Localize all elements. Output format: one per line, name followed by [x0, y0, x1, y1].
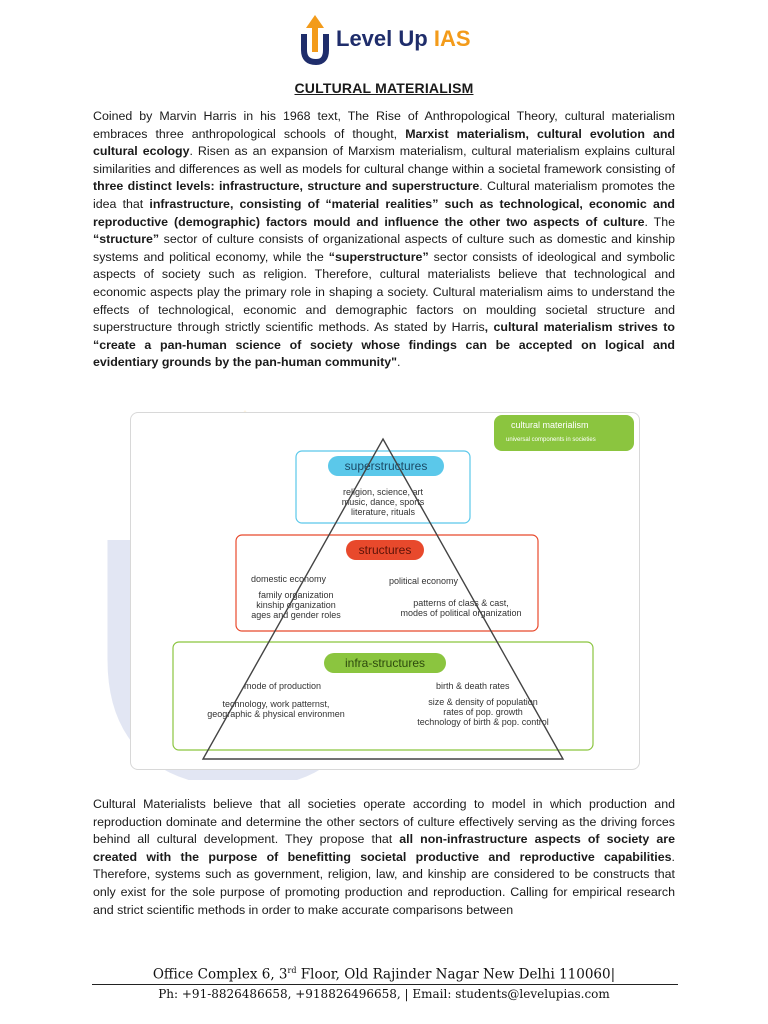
super-item: religion, science, art — [342, 487, 424, 497]
badge-subtitle: universal components in societies — [506, 437, 596, 443]
infra-left-item: geographic & physical environmen — [207, 709, 345, 719]
logo-text — [336, 26, 471, 52]
infra-right-item: rates of pop. growth — [443, 707, 523, 717]
struct-right-item: modes of political organization — [400, 608, 522, 618]
footer-address — [0, 966, 768, 983]
structures-label: structures — [358, 543, 412, 557]
logo-arrow-icon — [300, 12, 336, 66]
bold-text-run: , cultural materialism strives to “create a pan-human science of society whose findings can be accepted on logical and evidentiary grounds by the pan-human community" — [93, 320, 675, 370]
text-run: sector consists of ideological and symbolic aspects of society such as religion. Therefore, cultural materialists believe that technological and economic aspects play the primary role in shaping a society. Cultural materialism aims to understand the effects of technological, economic and demographic factors on moulding societal structure and superstructure through strictly scientific methods. As stated by Harris — [93, 249, 675, 335]
struct-left-item: kinship organization — [256, 600, 336, 610]
birth-death-rates-label: birth & death rates — [436, 681, 510, 691]
address-sup: rd — [287, 966, 297, 975]
cultural-materialism-diagram — [130, 412, 640, 770]
logo-ias: IAS — [433, 26, 471, 51]
bold-text-run: “superstructure” — [328, 249, 429, 264]
super-item: literature, rituals — [350, 507, 416, 517]
page-title: CULTURAL MATERIALISM — [294, 80, 474, 96]
text-run: . — [396, 355, 401, 370]
address-end: Floor, Old Rajinder Nagar New Delhi 110060| — [296, 966, 616, 983]
text-run: . The — [644, 214, 675, 229]
bold-text-run: Marxist materialism, cultural evolution and cultural ecology — [93, 126, 675, 159]
footer-contact: Ph: +91-8826486658, +918826496658, | Email: students@levelupias.com — [158, 987, 610, 1001]
footer-divider — [92, 984, 678, 985]
bold-text-run: infrastructure, consisting of “material realities” such as technological, economic and reproductive (demographic) factors mould and influence the other two aspects of culture — [93, 196, 675, 229]
text-run: . Risen as an expansion of Marxism materialism, cultural materialism explains cultural similarities and differences as well as models for cultural change within a societal framework consisting of — [93, 144, 675, 176]
badge-title: cultural materialism — [511, 420, 589, 430]
political-economy-label: political economy — [389, 576, 459, 586]
mode-of-production-label: mode of production — [244, 681, 322, 691]
struct-left-item: family organization — [258, 590, 334, 600]
logo-level-up: Level Up — [336, 26, 428, 51]
infra-left-item: technology, work patternst, — [222, 699, 330, 709]
text-run: Coined by Marvin Harris in his 1968 text, The Rise of Anthropological Theory, cultural materialism embraces three anthropological schools of thought, — [93, 109, 675, 141]
logo — [300, 12, 470, 66]
infra-right-item: technology of birth & pop. control — [417, 717, 549, 727]
superstructures-label: superstructures — [344, 459, 428, 473]
bold-text-run: “structure” — [93, 232, 160, 247]
text-run: Cultural Materialists believe that all societies operate according to model in which production and reproduction dominate and determine the other sectors of culture effectively serving as the driving forces behind all cultural development. They propose that — [93, 797, 675, 847]
paragraph-beliefs — [93, 796, 675, 919]
struct-left-item: ages and gender roles — [251, 610, 341, 620]
text-run: sector of culture consists of organizational aspects of culture such as domestic and kinship systems and political economy, while the — [93, 232, 675, 264]
infra-right-item: size & density of population — [428, 697, 538, 707]
diagram-svg — [131, 413, 639, 769]
paragraph-intro — [93, 108, 675, 372]
struct-right-item: patterns of class & cast, — [413, 598, 509, 608]
bold-text-run: all non-infrastructure aspects of society are created with the purpose of benefitting societal productive and reproductive capabilities — [93, 832, 676, 864]
address-start: Office Complex 6, 3 — [152, 966, 288, 983]
infrastructures-label: infra-structures — [344, 656, 426, 670]
text-run: . Therefore, systems such as government, religion, law, and kinship are considered to be constructs that only exist for the sole purpose of promoting production and reproduction. Calling for empirical research and strict scientific methods in order to make accurate comparisons between — [93, 849, 675, 917]
text-run: . Cultural materialism promotes the idea that — [93, 179, 675, 211]
bold-text-run: three distinct levels: infrastructure, structure and superstructure — [93, 179, 480, 194]
super-item: music, dance, sports — [341, 497, 425, 507]
domestic-economy-label: domestic economy — [251, 574, 327, 584]
